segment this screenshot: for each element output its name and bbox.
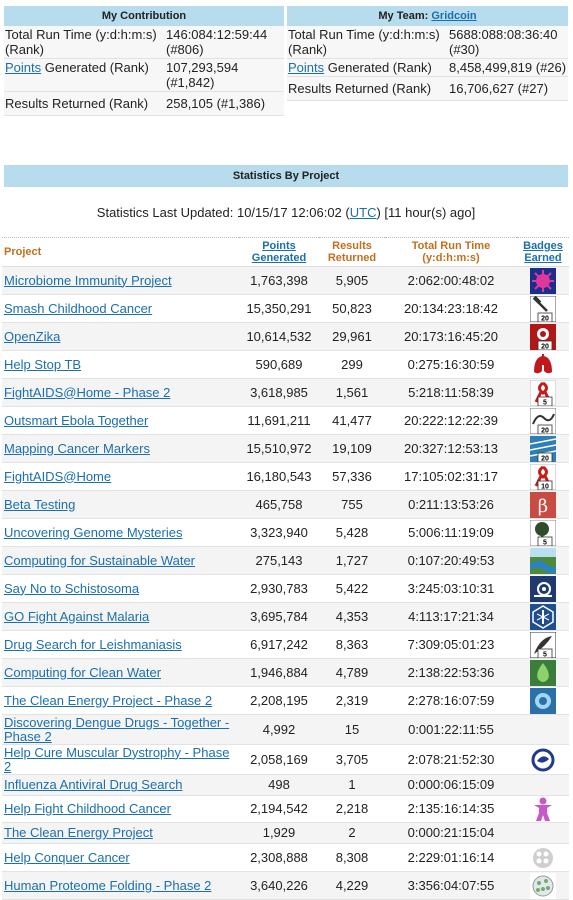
- team-results-value: 16,706,627 (#27): [449, 81, 549, 96]
- table-row: [2, 267, 569, 295]
- project-link[interactable]: Help Stop TB: [4, 356, 82, 372]
- results-cell: 1,561: [319, 379, 385, 407]
- child-figure-badge-icon[interactable]: [530, 800, 556, 815]
- project-name-cell: [2, 547, 239, 575]
- table-row: [2, 659, 569, 687]
- badge-cell: [517, 631, 569, 659]
- contrib-results-value: 258,105 (#1,386): [166, 96, 266, 111]
- svg-text:20: 20: [541, 343, 549, 350]
- results-cell: 3,705: [319, 745, 385, 775]
- badge-cell: [517, 463, 569, 491]
- table-row: [2, 631, 569, 659]
- points-cell: 2,208,195: [239, 687, 319, 715]
- project-link[interactable]: GO Fight Against Malaria: [4, 608, 150, 624]
- project-link[interactable]: FightAIDS@Home: [4, 468, 112, 484]
- results-cell: 5,428: [319, 519, 385, 547]
- badge-cell: [517, 379, 569, 407]
- runtime-column-header: [385, 238, 517, 267]
- points-cell: 11,691,211: [239, 407, 319, 435]
- badge-cell: [517, 659, 569, 687]
- contrib-runtime-label: Total Run Time (y:d:h:m:s) (Rank): [5, 27, 157, 57]
- project-link[interactable]: The Clean Energy Project - Phase 2: [4, 692, 213, 708]
- badge-cell: [517, 844, 569, 872]
- table-row: [2, 519, 569, 547]
- badges-column-header[interactable]: [517, 238, 569, 267]
- points-cell: 2,058,169: [239, 745, 319, 775]
- lungs-badge-icon[interactable]: [530, 356, 556, 371]
- last-updated-prefix: Statistics Last Updated: 10/15/17 12:06:02 (: [96, 205, 350, 220]
- cancer-markers-badge-icon[interactable]: [530, 440, 556, 462]
- results-cell: 57,336: [319, 463, 385, 491]
- results-cell: 8,308: [319, 844, 385, 872]
- points-cell: 3,618,985: [239, 379, 319, 407]
- table-row: [2, 351, 569, 379]
- project-name-cell: [2, 715, 239, 745]
- points-cell: 465,758: [239, 491, 319, 519]
- table-header-row: [2, 238, 569, 267]
- points-cell: 590,689: [239, 351, 319, 379]
- results-cell: 2,319: [319, 687, 385, 715]
- points-cell: 15,350,291: [239, 295, 319, 323]
- points-cell: 3,695,784: [239, 603, 319, 631]
- project-link[interactable]: Discovering Dengue Drugs - Together - Phase 2: [4, 714, 230, 744]
- project-name-cell: [2, 407, 239, 435]
- clean-energy-badge-icon[interactable]: [530, 692, 556, 707]
- runtime-cell: 2:278:16:07:59: [385, 687, 517, 715]
- table-row: [2, 823, 569, 844]
- points-cell: 10,614,532: [239, 323, 319, 351]
- table-row: [2, 796, 569, 823]
- project-name-cell: [2, 491, 239, 519]
- team-points-value: 8,458,499,819 (#26): [449, 60, 567, 75]
- results-cell: 4,789: [319, 659, 385, 687]
- table-row: [2, 575, 569, 603]
- badge-cell: [517, 603, 569, 631]
- runtime-cell: 20:222:12:22:39: [385, 407, 517, 435]
- badge-cell: [517, 407, 569, 435]
- svg-text:5: 5: [543, 651, 547, 658]
- project-link[interactable]: Mapping Cancer Markers: [4, 440, 150, 456]
- badge-cell: [517, 823, 569, 844]
- points-link[interactable]: Points: [5, 60, 42, 75]
- contrib-points-row: [4, 59, 284, 92]
- points-cell: 2,930,783: [239, 575, 319, 603]
- runtime-cell: 2:078:21:52:30: [385, 745, 517, 775]
- badges-header-line1[interactable]: Badges: [523, 240, 563, 252]
- points-cell: 16,180,543: [239, 463, 319, 491]
- runtime-cell: 20:327:12:53:13: [385, 435, 517, 463]
- table-row: [2, 491, 569, 519]
- svg-text:5: 5: [543, 399, 547, 406]
- my-team-panel: [287, 6, 568, 101]
- badge-cell: [517, 745, 569, 775]
- runtime-cell: 0:000:06:15:09: [385, 775, 517, 796]
- runtime-header-line2: (y:d:h:m:s): [422, 252, 480, 264]
- points-cell: 15,510,972: [239, 435, 319, 463]
- project-name-cell: [2, 687, 239, 715]
- contrib-points-label: [4, 59, 166, 91]
- badge-cell: [517, 323, 569, 351]
- badge-cell: [517, 575, 569, 603]
- results-cell: 8,363: [319, 631, 385, 659]
- badge-cell: [517, 687, 569, 715]
- runtime-cell: 5:218:11:58:39: [385, 379, 517, 407]
- table-row: [2, 872, 569, 900]
- badge-cell: [517, 796, 569, 823]
- svg-text:10: 10: [541, 483, 549, 490]
- beta-badge-icon[interactable]: [530, 495, 556, 517]
- badge-cell: [517, 351, 569, 379]
- results-cell: 19,109: [319, 435, 385, 463]
- runtime-cell: 0:001:22:11:55: [385, 715, 517, 745]
- conquer-cancer-badge-icon[interactable]: [530, 849, 556, 864]
- project-link[interactable]: Uncovering Genome Mysteries: [4, 524, 183, 540]
- my-contribution-panel: [4, 6, 284, 116]
- statistics-by-project-header: Statistics By Project: [4, 165, 568, 187]
- results-cell: 1: [319, 775, 385, 796]
- results-cell: 2,218: [319, 796, 385, 823]
- points-cell: 2,194,542: [239, 796, 319, 823]
- my-team-title-prefix: My Team:: [378, 10, 432, 22]
- table-row: [2, 687, 569, 715]
- project-link[interactable]: Human Proteome Folding - Phase 2: [4, 877, 212, 893]
- leishmaniasis-badge-icon[interactable]: [530, 636, 556, 658]
- project-link[interactable]: FightAIDS@Home - Phase 2: [4, 384, 171, 400]
- project-column-header: Project: [2, 238, 239, 267]
- project-link[interactable]: Microbiome Immunity Project: [4, 272, 172, 288]
- my-team-title: [287, 6, 568, 26]
- points-cell: 3,640,226: [239, 872, 319, 900]
- team-points-link[interactable]: Points: [288, 60, 325, 75]
- project-name-cell: [2, 823, 239, 844]
- project-name-cell: [2, 379, 239, 407]
- aids-ribbon-badge-icon[interactable]: [530, 468, 556, 490]
- project-name-cell: [2, 519, 239, 547]
- project-name-cell: [2, 659, 239, 687]
- project-name-cell: [2, 575, 239, 603]
- runtime-header-line1: Total Run Time: [411, 240, 491, 252]
- project-name-cell: [2, 351, 239, 379]
- project-link[interactable]: Help Cure Muscular Dystrophy - Phase 2: [4, 744, 230, 774]
- team-points-row: [287, 59, 568, 77]
- project-name-cell: [2, 775, 239, 796]
- team-points-label-rest: Generated (Rank): [324, 60, 432, 75]
- results-cell: 50,823: [319, 295, 385, 323]
- contrib-points-value: 107,293,594 (#1,842): [166, 60, 239, 90]
- badge-cell: [517, 872, 569, 900]
- utc-link[interactable]: UTC: [349, 205, 377, 220]
- runtime-cell: 4:113:17:21:34: [385, 603, 517, 631]
- results-cell: 29,961: [319, 323, 385, 351]
- points-cell: 498: [239, 775, 319, 796]
- project-name-cell: [2, 872, 239, 900]
- results-header-line2: Returned: [327, 252, 377, 264]
- table-row: [2, 775, 569, 796]
- table-row: [2, 463, 569, 491]
- points-cell: 1,946,884: [239, 659, 319, 687]
- svg-text:20: 20: [541, 427, 549, 434]
- runtime-cell: 20:134:23:18:42: [385, 295, 517, 323]
- project-link[interactable]: Computing for Clean Water: [4, 664, 162, 680]
- project-link[interactable]: Computing for Sustainable Water: [4, 552, 196, 568]
- results-cell: 5,422: [319, 575, 385, 603]
- badge-cell: [517, 435, 569, 463]
- project-link[interactable]: Influenza Antiviral Drug Search: [4, 777, 183, 792]
- runtime-cell: 7:309:05:01:23: [385, 631, 517, 659]
- points-header-line1[interactable]: Points: [262, 240, 296, 252]
- points-cell: 1,929: [239, 823, 319, 844]
- table-row: [2, 745, 569, 775]
- project-name-cell: [2, 745, 239, 775]
- runtime-cell: 17:105:02:31:17: [385, 463, 517, 491]
- project-link[interactable]: Help Fight Childhood Cancer: [4, 801, 171, 816]
- muscular-dystrophy-badge-icon[interactable]: [530, 751, 556, 766]
- team-points-label: [287, 59, 449, 76]
- badge-cell: [517, 491, 569, 519]
- badge-cell: [517, 715, 569, 745]
- results-cell: 41,477: [319, 407, 385, 435]
- points-cell: 6,917,242: [239, 631, 319, 659]
- runtime-cell: 20:173:16:45:20: [385, 323, 517, 351]
- aids-ribbon-badge-icon[interactable]: [530, 384, 556, 406]
- badge-cell: [517, 267, 569, 295]
- contrib-runtime-value: 146:084:12:59:44 (#806): [166, 27, 268, 57]
- svg-text:20: 20: [541, 455, 549, 462]
- results-cell: 15: [319, 715, 385, 745]
- project-name-cell: [2, 796, 239, 823]
- project-link[interactable]: Drug Search for Leishmaniasis: [4, 636, 182, 652]
- team-runtime-row: [287, 26, 568, 59]
- project-stats-table: [2, 237, 569, 900]
- runtime-cell: 3:245:03:10:31: [385, 575, 517, 603]
- team-runtime-label: Total Run Time (y:d:h:m:s) (Rank): [288, 27, 440, 57]
- runtime-cell: 2:138:22:53:36: [385, 659, 517, 687]
- table-row: [2, 435, 569, 463]
- points-cell: 4,992: [239, 715, 319, 745]
- project-name-cell: [2, 323, 239, 351]
- results-cell: 755: [319, 491, 385, 519]
- runtime-cell: 0:000:21:15:04: [385, 823, 517, 844]
- results-cell: 1,727: [319, 547, 385, 575]
- table-row: [2, 323, 569, 351]
- team-results-row: [287, 77, 568, 101]
- contrib-points-label-rest: Generated (Rank): [41, 60, 149, 75]
- project-name-cell: [2, 267, 239, 295]
- project-name-cell: [2, 435, 239, 463]
- project-link[interactable]: Say No to Schistosoma: [4, 580, 140, 596]
- water-drop-badge-icon[interactable]: [530, 664, 556, 679]
- results-cell: 299: [319, 351, 385, 379]
- mosquito-badge-icon[interactable]: [530, 608, 556, 623]
- badge-cell: [517, 547, 569, 575]
- runtime-cell: 2:135:16:14:35: [385, 796, 517, 823]
- table-row: [2, 603, 569, 631]
- runtime-cell: 2:229:01:16:14: [385, 844, 517, 872]
- river-badge-icon[interactable]: [530, 552, 556, 567]
- team-results-label: Results Returned (Rank): [288, 81, 432, 96]
- results-cell: 5,905: [319, 267, 385, 295]
- runtime-cell: 0:211:13:53:26: [385, 491, 517, 519]
- project-link[interactable]: Smash Childhood Cancer: [4, 300, 153, 316]
- project-name-cell: [2, 295, 239, 323]
- project-name-cell: [2, 463, 239, 491]
- badge-cell: [517, 519, 569, 547]
- svg-text:20: 20: [541, 315, 549, 322]
- proteome-badge-icon[interactable]: [530, 877, 556, 892]
- openzika-badge-icon[interactable]: [530, 328, 556, 350]
- table-row: [2, 715, 569, 745]
- results-cell: 4,229: [319, 872, 385, 900]
- table-row: [2, 547, 569, 575]
- table-row: [2, 844, 569, 872]
- table-row: [2, 407, 569, 435]
- points-cell: 275,143: [239, 547, 319, 575]
- snail-badge-icon[interactable]: [530, 580, 556, 595]
- points-column-header[interactable]: [239, 238, 319, 267]
- points-cell: 3,323,940: [239, 519, 319, 547]
- table-row: [2, 379, 569, 407]
- project-name-cell: [2, 844, 239, 872]
- badge-cell: [517, 775, 569, 796]
- badge-cell: [517, 295, 569, 323]
- points-cell: 1,763,398: [239, 267, 319, 295]
- points-cell: 2,308,888: [239, 844, 319, 872]
- contrib-runtime-row: [4, 26, 284, 59]
- runtime-cell: 0:275:16:30:59: [385, 351, 517, 379]
- contrib-results-label: Results Returned (Rank): [5, 96, 149, 111]
- tree-badge-icon[interactable]: [530, 524, 556, 546]
- ebola-badge-icon[interactable]: [530, 412, 556, 434]
- contrib-results-row: [4, 92, 284, 116]
- project-name-cell: [2, 631, 239, 659]
- project-link[interactable]: OpenZika: [4, 328, 61, 344]
- table-row: [2, 295, 569, 323]
- microbiome-badge-icon[interactable]: [530, 272, 556, 287]
- team-name-link[interactable]: Gridcoin: [431, 10, 477, 22]
- results-cell: 2: [319, 823, 385, 844]
- points-header-line2[interactable]: Generated: [251, 252, 307, 264]
- badges-header-line2[interactable]: Earned: [524, 252, 562, 264]
- project-link[interactable]: Outsmart Ebola Together: [4, 412, 149, 428]
- project-name-cell: [2, 603, 239, 631]
- svg-text:β: β: [537, 495, 549, 517]
- results-column-header: [319, 238, 385, 267]
- svg-text:5: 5: [543, 539, 547, 546]
- team-runtime-value: 5688:088:08:36:40 (#30): [449, 27, 558, 57]
- last-updated-text: [4, 205, 568, 220]
- runtime-cell: 0:107:20:49:53: [385, 547, 517, 575]
- smash-childhood-cancer-badge-icon[interactable]: [530, 300, 556, 322]
- my-contribution-title: My Contribution: [4, 6, 284, 26]
- runtime-cell: 3:356:04:07:55: [385, 872, 517, 900]
- project-link[interactable]: The Clean Energy Project: [4, 825, 153, 840]
- runtime-cell: 5:006:11:19:09: [385, 519, 517, 547]
- project-link[interactable]: Beta Testing: [4, 496, 76, 512]
- runtime-cell: 2:062:00:48:02: [385, 267, 517, 295]
- results-header-line1: Results: [332, 240, 372, 252]
- last-updated-suffix: ) [11 hour(s) ago]: [376, 205, 476, 220]
- results-cell: 4,353: [319, 603, 385, 631]
- project-link[interactable]: Help Conquer Cancer: [4, 849, 130, 865]
